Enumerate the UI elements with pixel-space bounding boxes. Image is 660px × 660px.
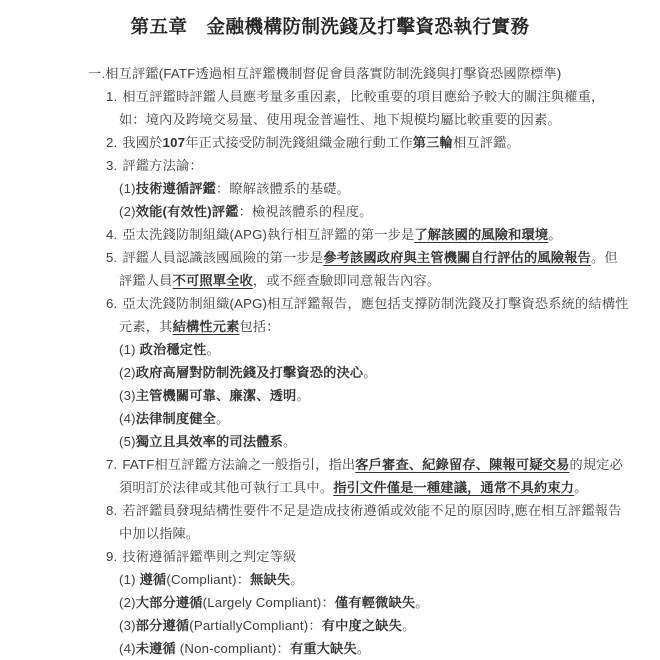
text-segment: 如：境內及跨境交易量、使用現金普遍性、地下規模均屬比較重要的因素。 (119, 112, 561, 127)
text-segment: 政治穩定性 (139, 342, 207, 357)
text-segment: 。 (363, 365, 377, 380)
text-segment: 元素，其 (119, 319, 173, 334)
text-segment: 主管機關可靠、廉潔、透明 (135, 388, 297, 403)
text-segment: 評鑑方法論： (122, 158, 203, 173)
doc-line-numbered (106, 545, 660, 568)
item-number: 3. (106, 158, 118, 173)
text-segment: 一.相互評鑑(FATF透過相互評鑑機制督促會員落實防制洗錢與打擊資恐國際標準) (88, 66, 562, 81)
doc-line (119, 568, 660, 591)
text-segment: 有中度之缺失 (321, 618, 403, 633)
text-segment: (PartiallyCompliant)： (189, 618, 322, 633)
text-segment: 遵循 (139, 572, 167, 587)
text-segment: 。 (356, 641, 371, 656)
text-segment: 。 (415, 595, 429, 610)
page-title: 第五章 金融機構防制洗錢及打擊資恐執行實務 (130, 16, 530, 37)
text-segment: 政府高層對防制洗錢及打擊資恐的決心 (135, 365, 364, 380)
doc-line-numbered (106, 85, 660, 108)
text-segment: (1) (119, 572, 140, 587)
text-segment: 部分遵循 (135, 618, 190, 633)
text-segment: 。 (548, 227, 562, 242)
text-segment: 僅有輕微缺失 (334, 595, 416, 610)
text-segment: (3) (119, 388, 136, 403)
document-body (0, 62, 660, 660)
text-segment: 無缺失 (250, 572, 291, 587)
doc-line (119, 384, 660, 407)
text-segment: 獨立且具效率的司法體系 (135, 434, 283, 449)
doc-line (88, 62, 660, 85)
text-segment: 未遵循 (135, 641, 176, 656)
text-segment: 。 (290, 572, 304, 587)
doc-line (119, 407, 660, 430)
text-segment: 亞太洗錢防制組織(APG)執行相互評鑑的第一步是 (122, 227, 415, 242)
text-segment: 。但 (590, 250, 618, 265)
doc-line (119, 269, 660, 292)
item-number: 2. (106, 135, 118, 150)
text-segment: 評鑑人員認識該國風險的第一步是 (122, 250, 324, 265)
text-segment: 客戶審查、紀錄留存、陳報可疑交易 (355, 457, 570, 472)
doc-line (119, 614, 660, 637)
text-segment: 效能(有效性)評鑑 (135, 204, 239, 219)
doc-line (119, 522, 660, 545)
doc-line-numbered (106, 499, 660, 522)
text-segment: 107 (162, 135, 186, 150)
item-number: 4. (106, 227, 118, 242)
doc-line (119, 338, 660, 361)
text-segment: (2) (119, 595, 136, 610)
text-segment: 指引文件僅是一種建議，通常不具約束力 (333, 480, 575, 495)
text-segment: (2) (119, 204, 136, 219)
doc-line (119, 177, 660, 200)
doc-line-numbered (106, 453, 660, 476)
item-number: 6. (106, 296, 118, 311)
text-segment: 評鑑人員 (119, 273, 173, 288)
doc-line (119, 315, 660, 338)
text-segment: 。 (402, 618, 416, 633)
doc-line-numbered (106, 154, 660, 177)
doc-line (119, 361, 660, 384)
text-segment: 我國於 (122, 135, 163, 150)
text-segment: 有重大缺失 (289, 641, 357, 656)
text-segment: 包括： (239, 319, 280, 334)
text-segment: (4) (119, 411, 136, 426)
text-segment: 。 (574, 480, 588, 495)
doc-line (119, 108, 660, 131)
text-segment: 相互評鑑。 (452, 135, 520, 150)
text-segment: ：檢視該體系的程度。 (238, 204, 373, 219)
text-segment: 技術遵循評鑑準則之判定等級 (122, 549, 297, 564)
text-segment: ：瞭解該體系的基礎。 (216, 181, 350, 196)
text-segment: (5) (119, 434, 136, 449)
text-segment: (1) (119, 342, 140, 357)
doc-line-numbered (106, 246, 660, 269)
text-segment: 參考該國政府與主管機關自行評估的風險報告 (323, 250, 591, 265)
text-segment: 中加以指陳。 (119, 526, 200, 541)
item-number: 7. (106, 457, 118, 472)
text-segment: (4) (119, 641, 136, 656)
doc-line (119, 476, 660, 499)
text-segment: FATF相互評鑑方法論之一般指引，指出 (122, 457, 356, 472)
text-segment: 大部分遵循 (135, 595, 203, 610)
doc-line (119, 200, 660, 223)
text-segment: 年正式接受防制洗錢組織金融行動工作 (185, 135, 413, 150)
text-segment: 。 (296, 388, 310, 403)
text-segment: 須明訂於法律或其他可執行工具中。 (119, 480, 334, 495)
text-segment: (Compliant)： (166, 572, 251, 587)
item-number: 1. (106, 89, 118, 104)
text-segment: 不可照單全收 (172, 273, 253, 288)
text-segment: 相互評鑑時評鑑人員應考量多重因素，比較重要的項目應給予較大的關注與權重， (122, 89, 605, 104)
text-segment: (1) (119, 181, 136, 196)
item-number: 8. (106, 503, 118, 518)
text-segment: (3) (119, 618, 136, 633)
doc-line (119, 430, 660, 453)
text-segment: (Non-compliant)： (175, 641, 290, 656)
text-segment: ，或不經查驗即同意報告內容。 (252, 273, 441, 288)
text-segment: 了解該國的風險和環境 (414, 227, 549, 242)
text-segment: (2) (119, 365, 136, 380)
item-number: 9. (106, 549, 118, 564)
text-segment: 若評鑑員發現結構性要件不足是造成技術遵循或效能不足的原因時,應在相互評鑑報告 (122, 503, 622, 518)
text-segment: 。 (282, 434, 297, 449)
text-segment: 結構性元素 (172, 319, 240, 334)
text-segment: 的規定必 (569, 457, 624, 472)
doc-line (119, 637, 660, 660)
text-segment: 亞太洗錢防制組織(APG)相互評鑑報告，應包括支撐防制洗錢及打擊資恐系統的結構性 (122, 296, 629, 311)
doc-line-numbered (106, 131, 660, 154)
text-segment: (Largely Compliant)： (202, 595, 335, 610)
doc-line-numbered (106, 292, 660, 315)
text-segment: 第三輪 (412, 135, 453, 150)
item-number: 5. (106, 250, 118, 265)
text-segment: 。 (206, 342, 220, 357)
text-segment: 技術遵循評鑑 (135, 181, 217, 196)
text-segment: 法律制度健全 (135, 411, 217, 426)
doc-line (119, 591, 660, 614)
doc-line-numbered (106, 223, 660, 246)
text-segment: 。 (216, 411, 230, 426)
